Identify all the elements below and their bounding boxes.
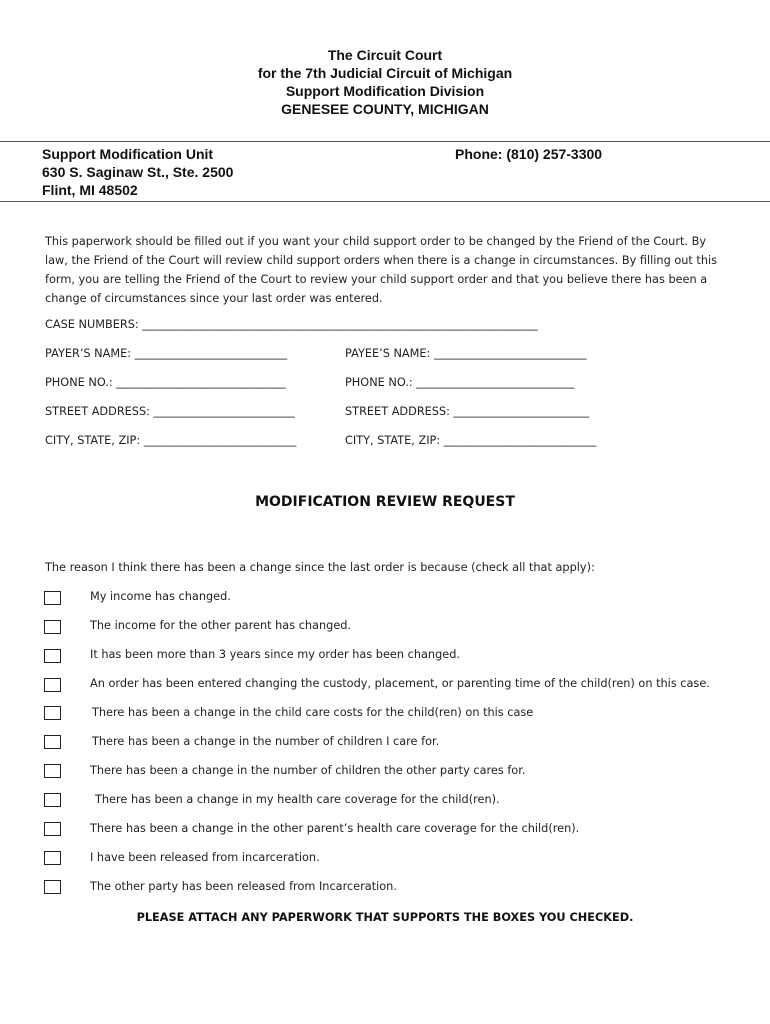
payer-city-field[interactable]: CITY, STATE, ZIP: ___________________________ [45, 434, 297, 447]
reason-prompt: The reason I think there has been a change since the last order is because (check all that apply): [45, 561, 595, 574]
attach-notice: PLEASE ATTACH ANY PAPERWORK THAT SUPPORTS THE BOXES YOU CHECKED. [136, 911, 634, 924]
payer-street-field[interactable]: STREET ADDRESS: _________________________ [45, 405, 295, 418]
reason-label: There has been a change in the other parent’s health care coverage for the child(ren). [90, 822, 580, 835]
reason-label: The income for the other parent has changed. [90, 619, 352, 632]
reason-checkbox[interactable] [44, 649, 61, 663]
reason-checkbox[interactable] [44, 822, 61, 836]
reason-label: The other party has been released from Incarceration. [90, 880, 397, 893]
case-numbers-field[interactable]: CASE NUMBERS: ______________________________________________________________________ [45, 318, 538, 331]
header-divider-top [0, 141, 770, 142]
reason-checkbox[interactable] [44, 678, 61, 692]
reason-checkbox[interactable] [44, 620, 61, 634]
office-address [42, 145, 233, 199]
reason-checkbox[interactable] [44, 591, 61, 605]
reason-checkbox[interactable] [44, 764, 61, 778]
reason-label: An order has been entered changing the custody, placement, or parenting time of the child(ren) on this case. [90, 677, 710, 690]
circuit-name: for the 7th Judicial Circuit of Michigan [257, 65, 513, 81]
payer-name-field[interactable]: PAYER’S NAME: ___________________________ [45, 347, 288, 360]
payee-phone-field[interactable]: PHONE NO.: ____________________________ [345, 376, 575, 389]
reason-label: There has been a change in the number of children the other party cares for. [90, 764, 526, 777]
reason-checkbox[interactable] [44, 851, 61, 865]
court-name: The Circuit Court [327, 47, 443, 63]
reason-label: I have been released from incarceration. [90, 851, 320, 864]
office-phone: Phone: (810) 257-3300 [455, 146, 603, 162]
reason-checkbox[interactable] [44, 735, 61, 749]
reason-checkbox[interactable] [44, 706, 61, 720]
reason-checkbox[interactable] [44, 793, 61, 807]
reason-label: There has been a change in the child care costs for the child(ren) on this case [92, 706, 534, 719]
reason-label: There has been a change in the number of children I care for. [92, 735, 440, 748]
payee-city-field[interactable]: CITY, STATE, ZIP: ___________________________ [345, 434, 597, 447]
reason-label: It has been more than 3 years since my order has been changed. [90, 648, 460, 661]
office-city: Flint, MI 48502 [42, 182, 138, 198]
header-divider-bottom [0, 201, 770, 202]
intro-paragraph: This paperwork should be filled out if you want your child support order to be changed by the Friend of the Court. By law, the Friend of the Court will review child support orders when there is a change in circumstances. By filling out this form, you are telling the Friend of the Court to review your child support order and that you believe there has been a change of circumstances since your last order was entered. [45, 235, 718, 305]
county-name: GENESEE COUNTY, MICHIGAN [281, 101, 489, 117]
reason-label: My income has changed. [90, 590, 231, 603]
payee-name-field[interactable]: PAYEE’S NAME: ___________________________ [345, 347, 587, 360]
office-name: Support Modification Unit [42, 146, 214, 162]
court-header [0, 46, 770, 118]
division-name: Support Modification Division [285, 83, 485, 99]
reason-checkbox[interactable] [44, 880, 61, 894]
payee-street-field[interactable]: STREET ADDRESS: ________________________ [345, 405, 590, 418]
office-street: 630 S. Saginaw St., Ste. 2500 [42, 164, 234, 180]
form-title: MODIFICATION REVIEW REQUEST [255, 494, 515, 510]
payer-phone-field[interactable]: PHONE NO.: ______________________________ [45, 376, 286, 389]
reason-label: There has been a change in my health care coverage for the child(ren). [95, 793, 500, 806]
